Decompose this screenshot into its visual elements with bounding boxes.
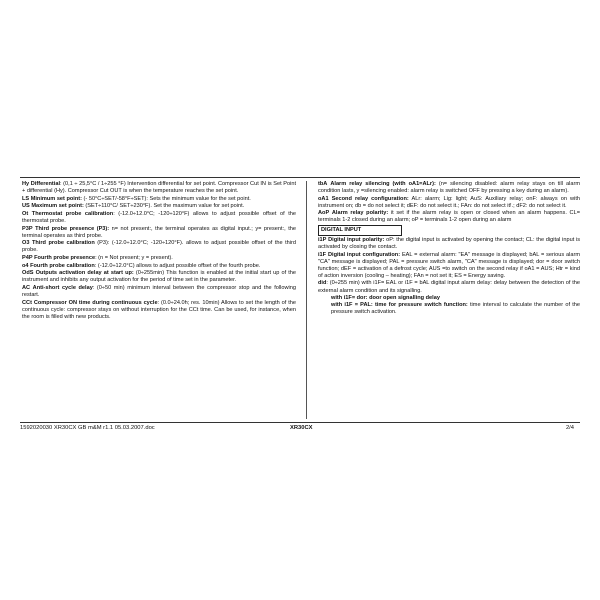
param-text: ALr: alarm; Lig: light; AuS: Auxiliary relay; onF: always on with instrument on; db = do not select it; dEF: do not select it.; FAn: do not select it!.; dF2: do not select it. [318, 195, 580, 209]
param-text: it set if the alarm relay is open or closed when an alarm happens. CL= terminals 1-2 closed during an alarm; oP = terminals 1-2 open during an alarm [318, 210, 580, 224]
param-title: Differential [30, 181, 60, 187]
param-code: oA1 [318, 195, 329, 202]
param-text: : (0÷255 min) with i1F= EAL or i1F = bAL digital input alarm delay: delay between the detection of the external alarm condition and its signalling. [318, 280, 580, 294]
param-ot [22, 211, 296, 225]
param-code: CCt [22, 299, 32, 306]
param-title: Fourth probe presence [34, 255, 96, 262]
param-o3 [22, 240, 296, 254]
param-code: US [22, 203, 30, 210]
param-code: AoP [318, 210, 330, 217]
param-code: i1P [318, 237, 327, 244]
param-title: Digital input polarity: [328, 237, 385, 244]
param-text: (0÷255min) This function is enabled at the initial start up of the instrument and inhibits any output activation for the period of time set in the parameter. [22, 270, 296, 284]
param-code: did [318, 280, 327, 287]
param-title: Compressor ON time during continuous cycle [33, 299, 158, 306]
did-sub-label: with i1F = PAL: time for pressure switch function: [331, 302, 468, 309]
right-column [318, 181, 580, 421]
param-title: Thermostat probe calibration [31, 210, 114, 217]
param-p3p [22, 226, 296, 240]
param-code: O3 [22, 240, 30, 247]
param-ls [22, 196, 296, 203]
param-text: : (n = Not present; y = present). [95, 255, 173, 262]
param-did [318, 280, 580, 294]
top-rule [20, 177, 580, 178]
did-sub-text: time interval to calculate the number of the pressure switch activation. [331, 302, 580, 316]
param-title: Digital input configuration: [327, 251, 401, 258]
param-code: tbA [318, 181, 328, 187]
param-code: LS [22, 195, 30, 202]
param-code: P3P [22, 225, 33, 232]
param-ac [22, 285, 296, 299]
param-i1p [318, 237, 580, 251]
param-code: Hy [22, 181, 30, 187]
column-divider [306, 181, 307, 419]
param-text: : (0÷50 min) minimum interval between the compressor stop and the following restart. [22, 285, 296, 299]
param-title: Alarm relay polarity: [331, 210, 389, 217]
param-oa1 [318, 196, 580, 210]
param-title: Third probe calibration [31, 240, 95, 247]
param-code: P4P [22, 255, 33, 262]
param-code: AC [22, 285, 31, 291]
left-column [22, 181, 296, 421]
param-title: Fourth probe calibration [30, 262, 95, 269]
param-text: : (-12.0÷12.0°C) allows to adjust possible offset of the fourth probe. [94, 262, 261, 269]
param-text: EAL = external alarm: "EA" message is displayed; bAL = serious alarm "CA" message is displayed; PAL = pressure switch alarm, "CA" message is displayed; dor = door switch function; dEF = activation of a defrost cycle; AUS =to switch on the second relay if oA1 = AUS; Htr = kind of action inversion (cooling – heating); FAn = not set it; ES = Energy saving. [318, 251, 580, 279]
param-code: Ot [22, 210, 29, 217]
param-title: Outputs activation delay at start up: [35, 270, 134, 277]
param-title: Minimum set point: [30, 195, 82, 202]
section-title-digital-input: DIGITAL INPUT [318, 225, 402, 235]
param-text: (SET÷110°C/ SET÷230°F). Set the maximum value for set point. [83, 203, 245, 210]
did-sub-door [318, 295, 580, 302]
footer-page-number: 2/4 [565, 425, 574, 431]
footer-doc-name: 1592020030 XR30CX GB m&M r1.1 05.03.2007.doc [20, 425, 155, 431]
param-text: n= not present:, the terminal operates as digital input.; y= present:, the terminal operates as third probe. [22, 225, 296, 239]
param-o4 [22, 263, 296, 270]
did-sub-pal [318, 302, 580, 316]
param-code: OdS [22, 270, 34, 277]
param-text: (n= silencing disabled: alarm relay stays on till alarm condition lasts, y =silencing enabled: alarm relay is switched OFF by pressing a key during an alarm). [318, 181, 580, 195]
param-title: Maximum set point: [31, 203, 84, 210]
page-footer [20, 425, 580, 434]
param-aop [318, 210, 580, 224]
param-text: oP: the digital input is activated by opening the contact; CL: the digital input is activated by closing the contact. [318, 237, 580, 251]
param-tba [318, 181, 580, 195]
did-sub-label: with i1F= dor: door open signalling delay [331, 295, 440, 302]
bottom-rule [20, 422, 580, 423]
param-p4p [22, 255, 296, 262]
param-ods [22, 270, 296, 284]
param-title: Anti-short cycle delay [32, 285, 93, 291]
param-title: Alarm relay silencing (with oA1=ALr): [330, 181, 436, 187]
param-title: Third probe presence (P3): [35, 225, 110, 232]
param-code: o4 [22, 262, 29, 269]
param-us [22, 203, 296, 210]
footer-model: XR30CX [290, 425, 313, 431]
param-text: (P3): (-12.0÷12.0°C; -120÷120°F). allows to adjust possible offset of the third probe. [22, 240, 296, 254]
param-text: (- 50°C÷SET/-58°F÷SET): Sets the minimum value for the set point. [82, 195, 251, 202]
param-text: : (0.0÷24.0h; res. 10min) Allows to set the length of the continuous cycle: compressor stays on without interruption for the CCt time. Can be used, for instance, when the room is filled with new products. [22, 299, 296, 320]
param-title: Second relay configuration: [331, 195, 409, 202]
param-text: : (0,1 ÷ 25,5°C / 1÷255 °F) Intervention differential for set point. Compressor Cut IN is Set Point + differential (Hy). Compressor Cut OUT is when the temperature reaches the set point. [22, 181, 296, 195]
param-i1f [318, 252, 580, 280]
param-cct [22, 300, 296, 321]
param-code: i1F [318, 251, 327, 258]
param-hy [22, 181, 296, 195]
param-text: : (-12.0÷12.0°C; -120÷120°F) allows to adjust possible offset of the thermostat probe. [22, 210, 296, 225]
